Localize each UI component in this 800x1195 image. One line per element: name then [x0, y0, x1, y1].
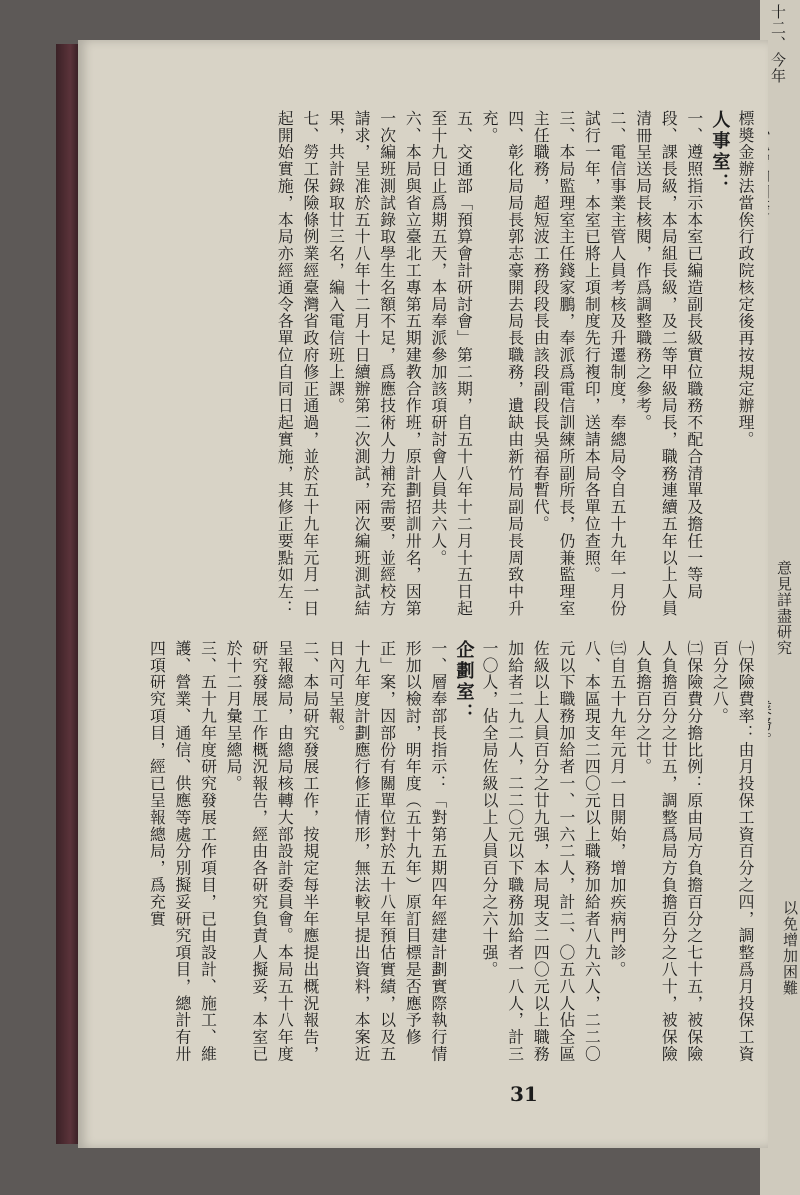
- ghost-text: 意見詳盡研究: [775, 560, 793, 656]
- lower-section: [147, 640, 758, 1064]
- paragraph: 八、本區現支二四〇元以上職務加給者八九六人，二二〇元以下職務加給者一、一六二人，計二、〇五八人佔全區佐級以上人員百分之廿九强，本局現支二四〇元以上職務加給者二九二人，二二〇元以下職務加給者一八人，計三一〇人，佔全局佐級以上人員百分之六十强。: [480, 640, 602, 1063]
- paragraph: ㈢自五十九年元月一日開始，增加疾病門診。: [608, 640, 628, 978]
- paragraph: 一、層奉部長指示：「對第五期四年經建計劃實際執行情形加以檢討，明年度（五十九年）原訂目標是否應予修正」案，因部份有關單位對於五十八年預估實績，以及五十九年度計劃應行修正情形，無法較早提出資料，本案近日內可呈報。: [326, 640, 448, 1063]
- document-page: [78, 40, 768, 1148]
- page-number: 31: [510, 1082, 538, 1106]
- paragraph: 二、本局研究發展工作，按規定每半年應提出概況報告，呈報總局，由總局核轉大部設計委員會。本局五十八年度研究發展工作概況報告，經由各研究負責人擬妥，本室已於十二月彙呈總局。: [224, 640, 320, 1063]
- paragraph: 三、五十九年度研究發展工作項目，已由設計、施工、維護、營業、通信、供應等處分別擬妥研究項目，總計有卅四項研究項目，經已呈報總局，爲充實: [147, 640, 218, 1063]
- section-heading-personnel: 人事室：: [709, 110, 731, 194]
- paragraph: 六、本局與省立臺北工專第五期建教合作班，原計劃招訓卅名，因第一次編班測試錄取學生名額不足，爲應技術人力補充需要，並經校方請求，呈准於五十八年十二月十日續辦第二次測試，兩次編班測試結果，共計錄取廿三名，編入電信班上課。: [326, 110, 423, 617]
- section-heading-planning: 企劃室：: [453, 640, 475, 724]
- paragraph: 標奬金辦法當俟行政院核定後再按規定辦理。: [736, 110, 755, 448]
- paragraph: ㈡保險費分擔比例：原由局方負擔百分之七十五，被保險人負擔百分之廿五，調整爲局方負擔百分之八十，被保險人負擔百分之廿。: [633, 640, 704, 1063]
- ghost-text: 十二、今年: [769, 4, 787, 84]
- paragraph: 二、電信事業主管人員考核及升遷制度，奉總局令自五十九年一月份試行一年，本室已將上項制度先行複印，送請本局各單位查照。: [582, 110, 628, 617]
- paragraph: ㈠保險費率：由月投保工資百分之四，調整爲月投保工資百分之八。: [710, 640, 755, 1063]
- paragraph: 三、本局監理室主任錢家鵬，奉派爲電信訓練所副所長，仍兼監理室主任職務，超短波工務段段長由該段副段長吳福春暫代。: [531, 110, 576, 617]
- upper-section: [158, 110, 758, 630]
- paragraph: 七、勞工保險條例業經臺灣省政府修正通過，並於五十九年元月一日起開始實施，本局亦經通令各單位自同日起實施，其修正要點如左：: [275, 110, 320, 617]
- paragraph: 一、遵照指示本室已編造副長級實位職務不配合清單及擔任一等局段、課長級，本局組長級，及二等甲級局長，職務連續五年以上人員清冊呈送局長核閱，作爲調整職務之參考。: [633, 110, 704, 617]
- paragraph: 四、彰化局局長郭志豪開去局長職務，遺缺由新竹局副局長周致中升充。: [480, 110, 525, 617]
- paragraph: 五、交通部「預算會計研討會」第二期，自五十八年十二月十五日起至十九日止爲期五天，本局奉派參加該項研討會人員共六人。: [428, 110, 474, 617]
- ghost-text: 以免增加困難: [781, 900, 799, 996]
